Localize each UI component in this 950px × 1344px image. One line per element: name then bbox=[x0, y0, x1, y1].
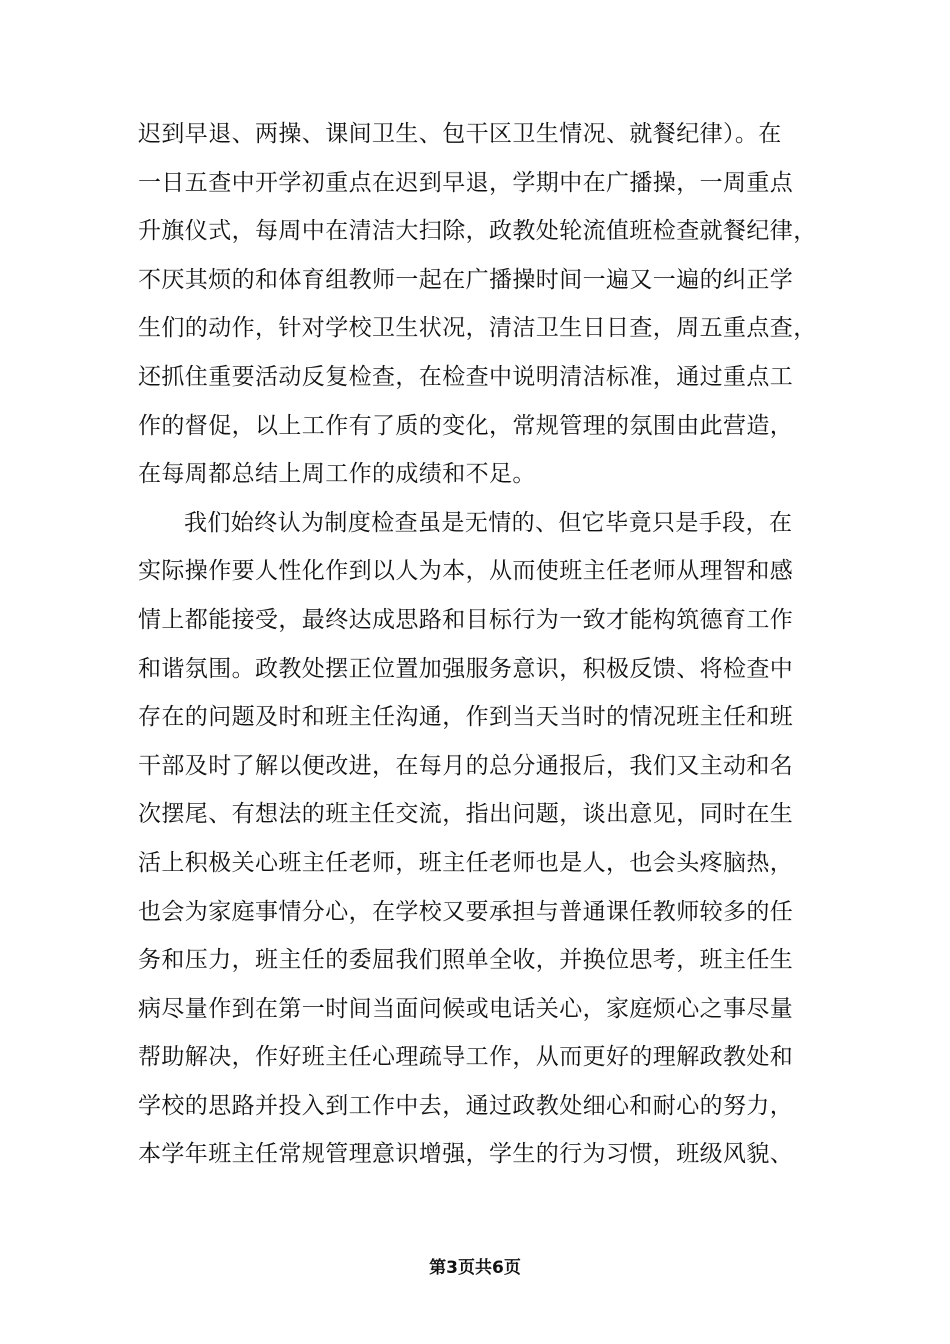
text-line: 学校的思路并投入到工作中去，通过政教处细心和耐心的努力， bbox=[138, 1092, 794, 1119]
text-line: 迟到早退、两操、课间卫生、包干区卫生情况、就餐纪律）。在 bbox=[138, 121, 782, 147]
text-line: 实际操作要人性化作到以人为本，从而使班主任老师从理智和感 bbox=[138, 558, 794, 585]
text-line: 还抓住重要活动反复检查，在检查中说明清洁标准，通过重点工 bbox=[138, 363, 794, 390]
text-line: 和谐氛围。政教处摆正位置加强服务意识，积极反馈、将检查中 bbox=[138, 655, 794, 682]
text-line: 情上都能接受，最终达成思路和目标行为一致才能构筑德育工作 bbox=[138, 606, 794, 633]
text-line: 次摆尾、有想法的班主任交流，指出问题，谈出意见，同时在生 bbox=[138, 801, 794, 828]
text-line: 病尽量作到在第一时间当面问候或电话关心，家庭烦心之事尽量 bbox=[138, 995, 794, 1022]
text-line: 生们的动作，针对学校卫生状况，清洁卫生日日查，周五重点查， bbox=[138, 315, 817, 342]
text-line: 务和压力，班主任的委屈我们照单全收，并换位思考，班主任生 bbox=[138, 947, 794, 974]
text-line: 存在的问题及时和班主任沟通，作到当天当时的情况班主任和班 bbox=[138, 704, 794, 731]
text-line: 干部及时了解以便改进，在每月的总分通报后，我们又主动和名 bbox=[138, 752, 794, 779]
text-line: 活上积极关心班主任老师，班主任老师也是人，也会头疼脑热， bbox=[138, 849, 794, 876]
text-line: 帮助解决，作好班主任心理疏导工作，从而更好的理解政教处和 bbox=[138, 1044, 794, 1071]
text-line: 作的督促，以上工作有了质的变化，常规管理的氛围由此营造， bbox=[138, 412, 794, 439]
text-line: 在每周都总结上周工作的成绩和不足。 bbox=[138, 461, 536, 488]
text-line: 升旗仪式，每周中在清洁大扫除，政教处轮流值班检查就餐纪律， bbox=[138, 218, 817, 245]
text-line: 本学年班主任常规管理意识增强，学生的行为习惯，班级风貌、 bbox=[138, 1141, 794, 1168]
text-line: 不厌其烦的和体育组教师一起在广播操时间一遍又一遍的纠正学 bbox=[138, 266, 794, 293]
body-text bbox=[138, 110, 838, 1179]
text-line: 一日五查中开学初重点在迟到早退，学期中在广播操，一周重点 bbox=[138, 169, 794, 196]
text-line: 也会为家庭事情分心，在学校又要承担与普通课任教师较多的任 bbox=[138, 898, 794, 925]
paragraph-start-line: 我们始终认为制度检查虽是无情的、但它毕竟只是手段，在 bbox=[184, 509, 793, 536]
page-footer: 第3页共6页 bbox=[429, 1258, 521, 1278]
